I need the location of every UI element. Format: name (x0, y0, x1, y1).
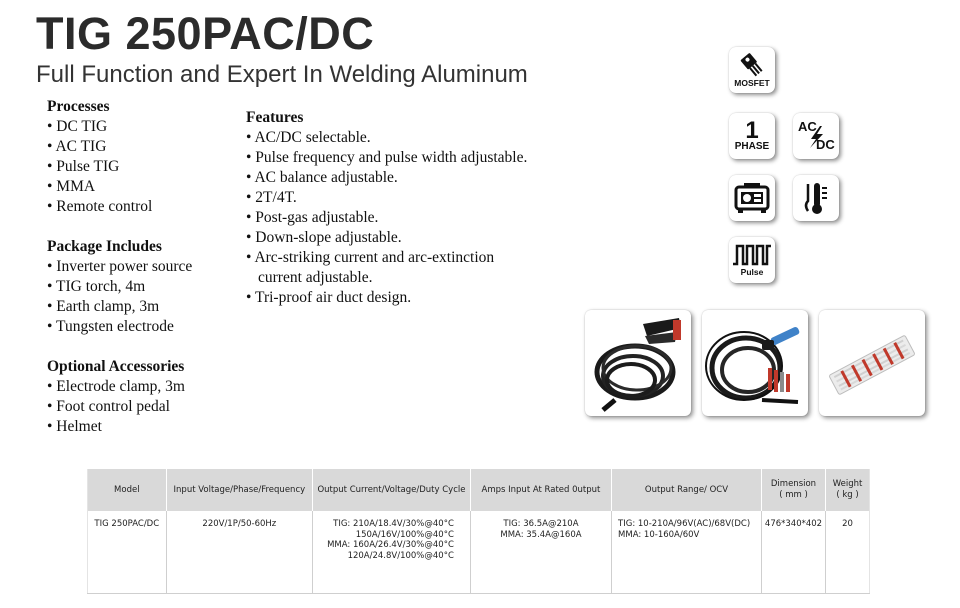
features-heading: Features (246, 109, 304, 126)
feature-item: • Post-gas adjustable. (246, 209, 379, 226)
cell-amps (470, 511, 611, 594)
feature-item: • Down-slope adjustable. (246, 229, 402, 246)
col-header-output: Output Current/Voltage/Duty Cycle (313, 469, 471, 511)
process-item: • MMA (47, 178, 96, 195)
spec-table-header-row (88, 469, 870, 511)
tig-torch-image (702, 310, 808, 416)
dc-label: DC (816, 137, 835, 152)
tig-torch-photo (702, 310, 808, 416)
output-line: TIG: 210A/18.4V/30%@40°C (333, 519, 454, 529)
range-line: TIG: 10-210A/96V(AC)/68V(DC) (618, 519, 751, 529)
cell-input: 220V/1P/50-60Hz (166, 511, 312, 594)
pulse-label: Pulse (740, 267, 764, 277)
col-header-dimension (761, 469, 825, 511)
package-heading: Package Includes (47, 238, 162, 255)
feature-item-continued: current adjustable. (258, 269, 373, 286)
generator-badge (729, 175, 775, 221)
weight-header-line: Weight (832, 479, 863, 489)
feature-item: • AC balance adjustable. (246, 169, 398, 186)
earth-clamp-image (585, 310, 691, 416)
phase-badge (729, 113, 775, 159)
table-row (88, 511, 870, 594)
col-header-model: Model (88, 469, 167, 511)
optional-item: • Electrode clamp, 3m (47, 378, 185, 395)
phase-label: PHASE (734, 141, 770, 152)
product-title: TIG 250PAC/DC (36, 8, 375, 59)
spec-table (87, 469, 870, 594)
process-item: • DC TIG (47, 118, 108, 135)
feature-item: • Arc-striking current and arc-extinction (246, 249, 495, 266)
dimension-unit-line: ( mm ) (779, 490, 808, 500)
package-item: • Inverter power source (47, 258, 193, 275)
transistor-icon (739, 52, 765, 78)
mosfet-badge (729, 47, 775, 93)
optional-item: • Helmet (47, 418, 102, 435)
process-item: • Remote control (47, 198, 153, 215)
optional-section (47, 357, 192, 437)
package-item: • Earth clamp, 3m (47, 298, 160, 315)
processes-heading: Processes (47, 98, 110, 115)
features-section (246, 108, 527, 308)
earth-clamp-photo (585, 310, 691, 416)
output-line: 120A/24.8V/100%@40°C (347, 550, 454, 561)
package-item: • Tungsten electrode (47, 318, 174, 335)
col-header-amps: Amps Input At Rated 0utput (470, 469, 611, 511)
cell-output (313, 511, 471, 594)
optional-item: • Foot control pedal (47, 398, 170, 415)
cell-dimension: 476*340*402 (761, 511, 825, 594)
output-line: MMA: 160A/26.4V/30%@40°C (327, 540, 454, 550)
optional-heading: Optional Accessories (47, 358, 185, 375)
col-header-range: Output Range/ OCV (612, 469, 762, 511)
processes-section (47, 97, 192, 217)
range-line: MMA: 10-160A/60V (618, 529, 700, 540)
col-header-input: Input Voltage/Phase/Frequency (166, 469, 312, 511)
pulse-badge (729, 237, 775, 283)
phase-number: 1 (745, 117, 759, 144)
ac-label: AC (798, 119, 817, 134)
col-header-weight (826, 469, 870, 511)
left-column (47, 97, 192, 457)
pulse-wave-icon (732, 243, 772, 267)
amps-line: MMA: 35.4A@160A (500, 529, 582, 540)
process-item: • AC TIG (47, 138, 107, 155)
package-item: • TIG torch, 4m (47, 278, 146, 295)
package-section (47, 237, 192, 337)
feature-item: • Pulse frequency and pulse width adjustable. (246, 149, 528, 166)
output-line: 150A/16V/100%@40°C (355, 529, 454, 540)
generator-icon (732, 181, 772, 215)
process-item: • Pulse TIG (47, 158, 120, 175)
mosfet-label: MOSFET (734, 78, 770, 88)
feature-item: • AC/DC selectable. (246, 129, 371, 146)
amps-line: TIG: 36.5A@210A (503, 519, 579, 529)
acdc-icon (796, 117, 836, 155)
acdc-badge (793, 113, 839, 159)
cell-range (612, 511, 762, 594)
thermometer-badge (793, 175, 839, 221)
thermometer-icon (798, 179, 834, 217)
cell-weight: 20 (826, 511, 870, 594)
tungsten-electrode-image (819, 310, 925, 416)
weight-unit-line: ( kg ) (836, 490, 859, 500)
product-subtitle: Full Function and Expert In Welding Aluminum (36, 61, 528, 88)
tungsten-electrode-photo (819, 310, 925, 416)
feature-item: • Tri-proof air duct design. (246, 289, 412, 306)
feature-item: • 2T/4T. (246, 189, 297, 206)
cell-model: TIG 250PAC/DC (88, 511, 167, 594)
dimension-header-line: Dimension (770, 479, 817, 489)
